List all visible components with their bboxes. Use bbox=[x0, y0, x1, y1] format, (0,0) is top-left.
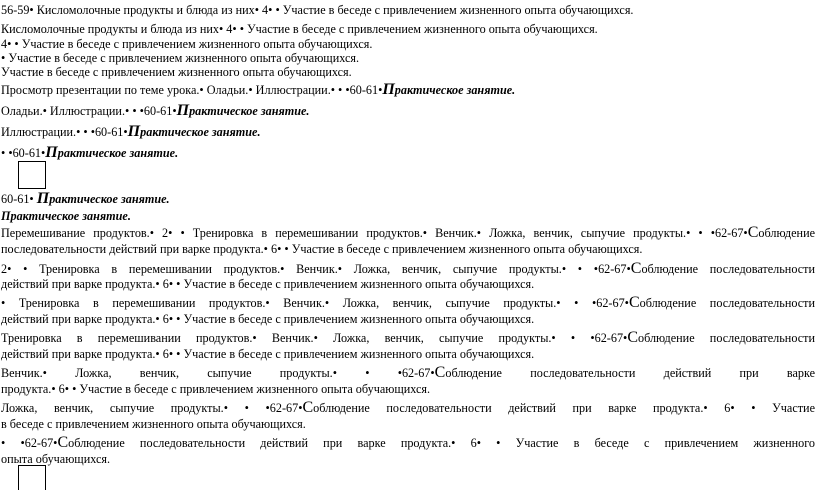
text-line: Ложка, венчик, сыпучие продукты.• • •62-67•Соблюдение последовательности действий при варке продукта.• 6• • Участие bbox=[1, 399, 815, 416]
line-text: Иллюстрации.• • •60-61• bbox=[1, 125, 128, 139]
text-line: Перемешивание продуктов.• 2• • Тренировка в перемешивании продуктов.• Венчик.• Ложка, венчик, сыпучие продукты.• • •62-67•Соблюдение bbox=[1, 224, 815, 241]
empty-box bbox=[18, 465, 46, 490]
text-line bbox=[1, 22, 598, 36]
text-line bbox=[1, 209, 131, 223]
text-line bbox=[1, 65, 352, 79]
line-text: • Участие в беседе с привлечением жизненного опыта обучающихся. bbox=[1, 51, 360, 65]
text-line: опыта обучающихся. bbox=[1, 452, 111, 466]
text-line bbox=[1, 3, 633, 17]
text-line bbox=[1, 37, 372, 51]
text-line bbox=[1, 146, 178, 160]
text-line: продукта.• 6• • Участие в беседе с привлечением жизненного опыта обучающихся. bbox=[1, 382, 431, 396]
heading-fragment: Практическое занятие. bbox=[127, 123, 261, 140]
text-line: в беседе с привлечением жизненного опыта обучающихся. bbox=[1, 417, 306, 431]
text-line bbox=[1, 51, 359, 65]
empty-box bbox=[18, 161, 46, 189]
text-line bbox=[1, 125, 261, 139]
heading-fragment: Практическое занятие. bbox=[176, 102, 310, 119]
line-text: Оладьи.• Иллюстрации.• • •60-61• bbox=[1, 104, 177, 118]
text-line: действий при варке продукта.• 6• • Участие в беседе с привлечением жизненного опыта обучающихся. bbox=[1, 312, 535, 326]
heading-fragment: Практическое занятие. bbox=[36, 190, 170, 207]
text-line bbox=[1, 83, 515, 97]
heading-fragment: Практическое занятие. bbox=[382, 81, 516, 98]
text-line: Венчик.• Ложка, венчик, сыпучие продукты.• • •62-67•Соблюдение последовательности действий при варке bbox=[1, 364, 815, 381]
text-line: действий при варке продукта.• 6• • Участие в беседе с привлечением жизненного опыта обучающихся. bbox=[1, 347, 535, 361]
text-line: последовательности действий при варке продукта.• 6• • Участие в беседе с привлечением жизненного опыта обучающихся. bbox=[1, 242, 643, 256]
heading: Практическое занятие. bbox=[1, 209, 131, 223]
line-text: 56-59• Кисломолочные продукты и блюда из них• 4• • Участие в беседе с привлечением жизненного опыта обучающихся. bbox=[1, 3, 634, 17]
heading-fragment: Практическое занятие. bbox=[45, 144, 179, 161]
line-text: Кисломолочные продукты и блюда из них• 4• • Участие в беседе с привлечением жизненного опыта обучающихся. bbox=[1, 22, 598, 36]
text-line bbox=[1, 104, 309, 118]
text-line bbox=[1, 192, 170, 206]
text-line: • Тренировка в перемешивании продуктов.• Венчик.• Ложка, венчик, сыпучие продукты.• • •62-67•Соблюдение последовательности bbox=[1, 294, 815, 311]
line-text: Участие в беседе с привлечением жизненного опыта обучающихся. bbox=[1, 65, 352, 79]
line-text: 60-61• bbox=[1, 192, 37, 206]
text-line: действий при варке продукта.• 6• • Участие в беседе с привлечением жизненного опыта обучающихся. bbox=[1, 277, 535, 291]
line-text: Просмотр презентации по теме урока.• Оладьи.• Иллюстрации.• • •60-61• bbox=[1, 83, 383, 97]
text-line: Тренировка в перемешивании продуктов.• Венчик.• Ложка, венчик, сыпучие продукты.• • •62-67•Соблюдение последовательности bbox=[1, 329, 815, 346]
text-line: • •62-67•Соблюдение последовательности действий при варке продукта.• 6• • Участие в беседе с привлечением жизненного bbox=[1, 434, 815, 451]
line-text: • •60-61• bbox=[1, 146, 46, 160]
text-line: 2• • Тренировка в перемешивании продуктов.• Венчик.• Ложка, венчик, сыпучие продукты.• • •62-67•Соблюдение последовательности bbox=[1, 260, 815, 277]
line-text: 4• • Участие в беседе с привлечением жизненного опыта обучающихся. bbox=[1, 37, 373, 51]
